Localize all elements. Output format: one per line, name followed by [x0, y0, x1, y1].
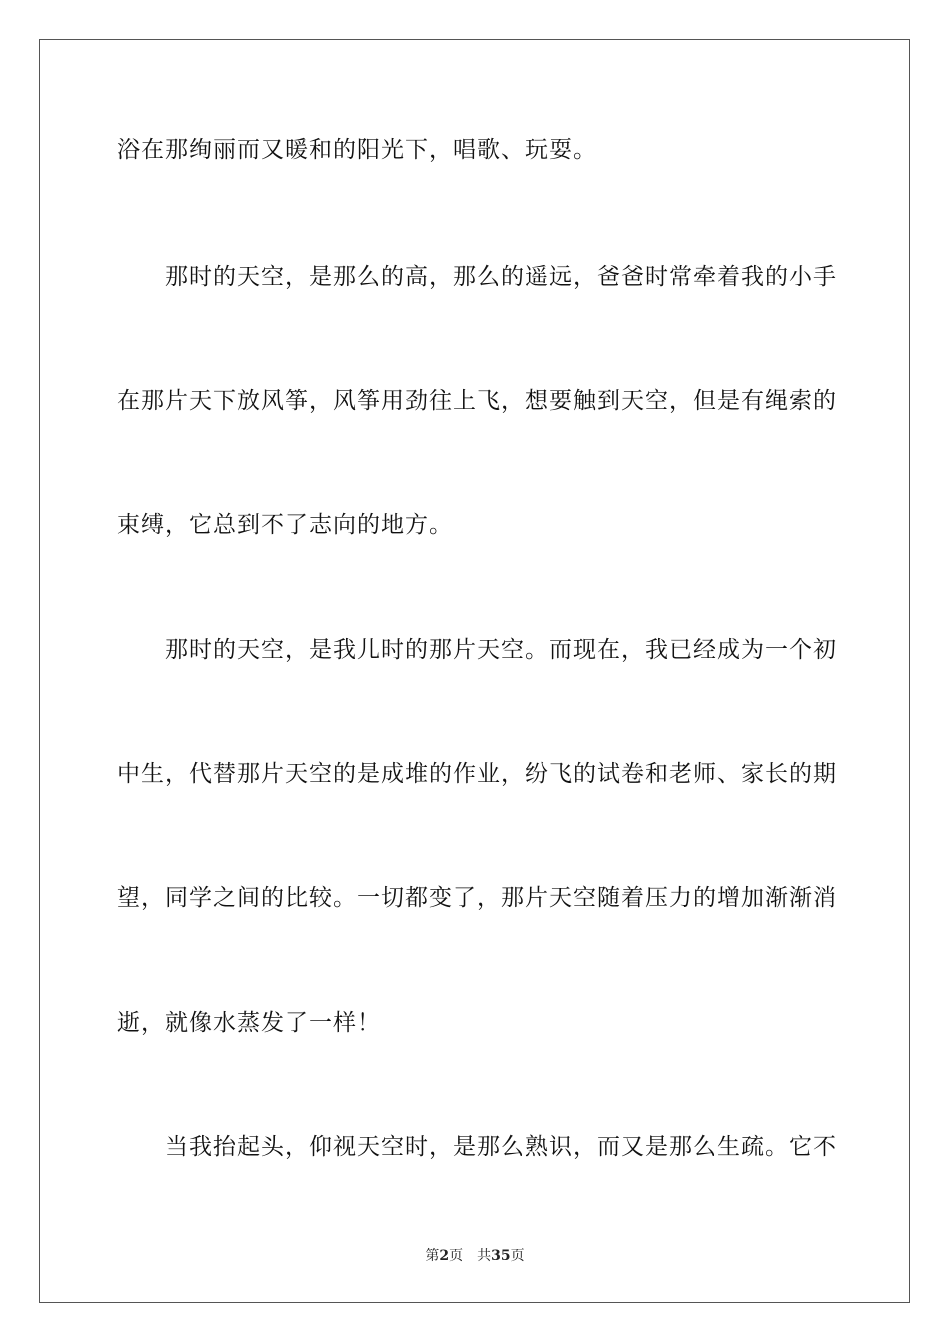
current-page-number: 2 [439, 1248, 450, 1264]
paragraph-line: 那时的天空，是那么的高，那么的遥远，爸爸时常牵着我的小手 [117, 264, 837, 290]
total-prefix: 共 [477, 1248, 492, 1264]
paragraph-line: 浴在那绚丽而又暖和的阳光下，唱歌、玩耍。 [117, 137, 597, 163]
page-footer [0, 1247, 950, 1265]
page-border [39, 39, 910, 1303]
paragraph-line: 那时的天空，是我儿时的那片天空。而现在，我已经成为一个初 [117, 637, 837, 663]
total-page-count: 35 [491, 1248, 511, 1264]
paragraph-line: 当我抬起头，仰视天空时，是那么熟识，而又是那么生疏。它不 [117, 1134, 837, 1160]
paragraph-line: 中生，代替那片天空的是成堆的作业，纷飞的试卷和老师、家长的期 [117, 761, 837, 787]
paragraph-line: 逝，就像水蒸发了一样！ [117, 1010, 381, 1036]
page-prefix: 第 [425, 1248, 440, 1264]
paragraph-line: 束缚，它总到不了志向的地方。 [117, 512, 453, 538]
total-suffix: 页 [510, 1248, 525, 1264]
paragraph-line: 在那片天下放风筝，风筝用劲往上飞，想要触到天空，但是有绳索的 [117, 388, 837, 414]
paragraph-line: 望，同学之间的比较。一切都变了，那片天空随着压力的增加渐渐消 [117, 885, 837, 911]
page-suffix: 页 [449, 1248, 464, 1264]
